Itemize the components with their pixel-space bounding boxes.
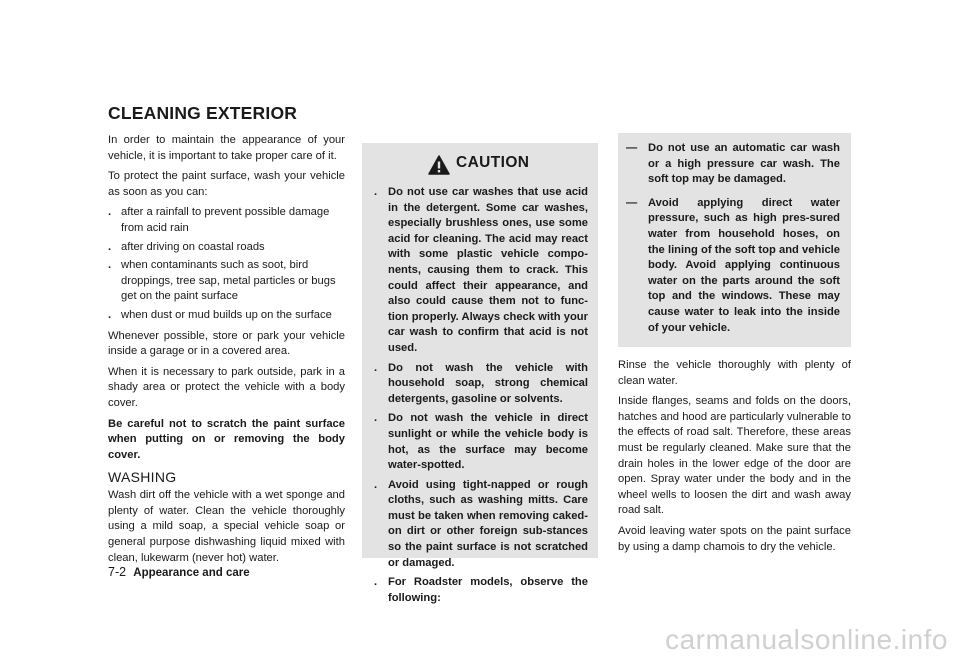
list-item-text: Avoid using tight-napped or rough cloths, such as washing mitts. Care must be taken when removing caked-on dirt or other foreign sub-stances so the paint surface is not scratched or damaged. [388,478,588,569]
list-item-text: For Roadster models, observe the following: [388,576,588,604]
dash-mark: — [626,142,638,154]
bullet-mark: . [108,206,112,219]
list-item [374,478,588,572]
paragraph: Whenever possible, store or park your vehicle inside a garage or in a covered area. [108,329,345,358]
section-heading-washing: WASHING [108,469,177,486]
page-footer [108,565,250,579]
list-item [374,185,588,357]
bullet-mark: . [108,240,112,253]
column-right [618,358,851,560]
caution-box [362,143,598,604]
bullet-mark: . [374,361,378,374]
page-title: CLEANING EXTERIOR [108,103,298,123]
dash-mark: — [626,196,638,209]
list-item [374,411,588,473]
caution-sub-list [626,141,840,344]
paragraph: In order to maintain the appearance of your vehicle, it is important to take proper care of it. [108,134,345,162]
list-item-text: Do not wash the vehicle in direct sunlight or while the vehicle body is hot, as the surface may become water-spotted. [388,412,588,472]
bullet-mark: . [374,576,378,589]
paragraph: Avoid leaving water spots on the paint surface by using a damp chamois to dry the vehicle. [618,524,851,553]
bullet-mark: . [374,412,378,425]
list-item [626,196,840,336]
list-item-text: Avoid applying direct water pressure, such as high pres-sured water from household hoses, on the lining of the soft top and vehicle body. Avoid applying continuous water on the parts around the soft top and the windows. These may cause water to leak into the inside of your vehicle. [648,196,840,334]
caution-continued-box [618,133,851,347]
list-item [374,575,588,606]
bullet-mark: . [108,259,112,272]
list-item [108,258,345,305]
list-item [626,141,840,188]
list-item-text: after a rainfall to prevent possible damage from acid rain [121,206,330,234]
list-item [108,308,345,324]
caution-title: CAUTION [456,154,530,171]
bullet-mark: . [108,308,112,321]
list-item-text: Do not wash the vehicle with household soap, strong chemical detergents, gasoline or solvents. [388,361,588,405]
paragraph: Rinse the vehicle thoroughly with plenty of clean water. [618,359,851,387]
page-number: 7-2 [108,565,127,579]
list-item-text: when contaminants such as soot, bird droppings, tree sap, metal particles or bugs get on the paint surface [121,259,336,303]
paragraph: Wash dirt off the vehicle with a wet sponge and plenty of water. Clean the vehicle thoroughly using a mild soap, a special vehicle soap or general purpose dishwashing liquid mixed with clean, lukewarm (never hot) water. [108,489,345,564]
warning-triangle-icon [428,155,450,175]
list-item-text: when dust or mud builds up on the surface [121,308,332,321]
list-item-text: after driving on coastal roads [121,240,265,253]
list-item-text: Do not use car washes that use acid in the detergent. Some car washes, especially brushless ones, use some acid for cleaning. The acid may react with some plastic vehicle compo-nents, causing them to crack. This could affect their appearance, and also could cause them not to func-tion properly. Always check with your car wash to confirm that acid is not used. [388,186,588,354]
footer-section: Appearance and care [133,567,250,579]
list-item-text: Do not use an automatic car wash or a high pressure car wash. The soft top may be damaged. [648,142,840,186]
paragraph: When it is necessary to park outside, park in a shady area or protect the vehicle with a body cover. [108,365,345,409]
bullet-mark: . [374,478,378,491]
column-left [108,133,345,571]
bullet-mark: . [374,186,378,198]
bullet-list [108,205,345,323]
list-item [108,240,345,256]
list-item [108,205,345,236]
paragraph: To protect the paint surface, wash your vehicle as soon as you can: [108,170,345,198]
list-item [374,361,588,408]
watermark: carmanualsonline.info [665,624,948,655]
caution-header [362,152,598,178]
bold-note: Be careful not to scratch the paint surface when putting on or removing the body cover. [108,417,345,461]
paragraph: Inside flanges, seams and folds on the doors, hatches and hood are particularly vulnerable to the effects of road salt. Therefore, these areas must be regularly cleaned. Make sure that the drain holes in the lower edge of the door are open. Spray water under the body and in the wheel wells to loosen the dirt and wash away road salt. [618,395,851,517]
caution-list [374,185,588,610]
